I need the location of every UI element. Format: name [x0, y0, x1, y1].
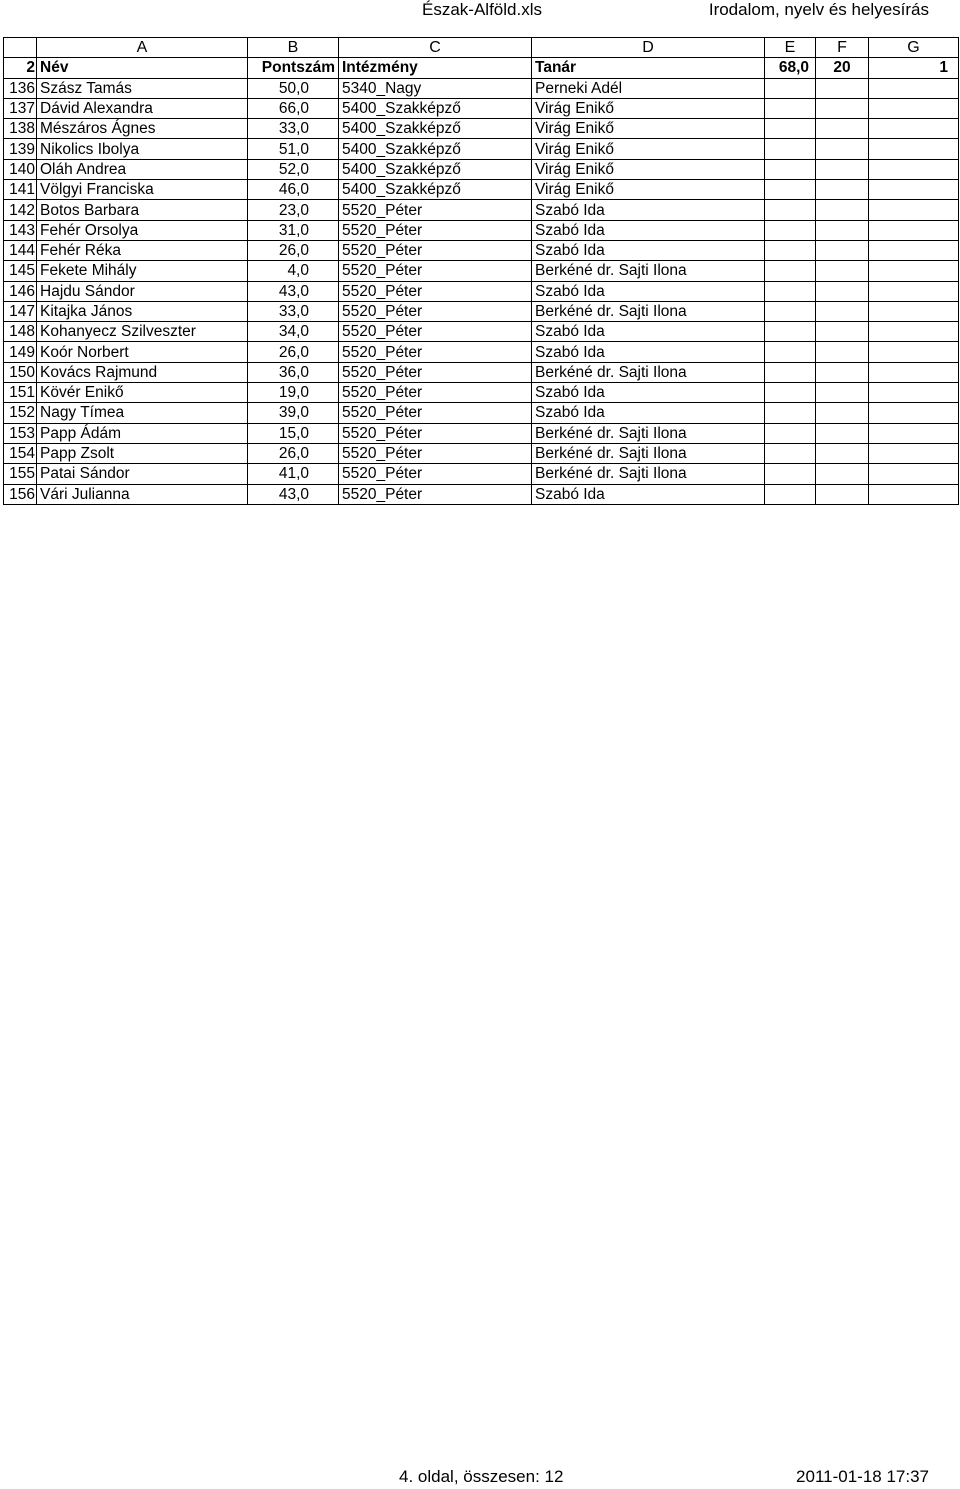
cell-teacher: Szabó Ida [532, 200, 765, 220]
cell-g [869, 139, 959, 159]
cell-name: Koór Norbert [37, 342, 248, 362]
cell-e [765, 423, 816, 443]
cell-school: 5520_Péter [339, 362, 532, 382]
table-row [4, 261, 959, 281]
header-name: Név [37, 58, 248, 78]
cell-score: 15,0 [248, 423, 339, 443]
file-name: Észak-Alföld.xls [422, 0, 542, 19]
cell-g [869, 403, 959, 423]
cell-name: Völgyi Franciska [37, 180, 248, 200]
cell-name: Kövér Enikő [37, 383, 248, 403]
table-row [4, 119, 959, 139]
column-letter-row [4, 38, 959, 58]
cell-e [765, 200, 816, 220]
cell-teacher: Szabó Ida [532, 281, 765, 301]
cell-name: Kitajka János [37, 301, 248, 321]
cell-g [869, 423, 959, 443]
cell-e [765, 403, 816, 423]
cell-school: 5520_Péter [339, 301, 532, 321]
header-row [4, 58, 959, 78]
cell-g [869, 180, 959, 200]
cell-school: 5340_Nagy [339, 78, 532, 98]
row-number: 137 [4, 98, 37, 118]
cell-f [816, 220, 869, 240]
column-letter-e: E [765, 38, 816, 58]
row-number: 142 [4, 200, 37, 220]
cell-name: Fehér Réka [37, 240, 248, 260]
cell-score: 41,0 [248, 464, 339, 484]
row-number: 147 [4, 301, 37, 321]
cell-name: Fehér Orsolya [37, 220, 248, 240]
cell-score: 51,0 [248, 139, 339, 159]
cell-g [869, 484, 959, 504]
cell-g [869, 240, 959, 260]
cell-score: 36,0 [248, 362, 339, 382]
cell-score: 39,0 [248, 403, 339, 423]
table-row [4, 200, 959, 220]
cell-f [816, 281, 869, 301]
cell-f [816, 443, 869, 463]
cell-g [869, 383, 959, 403]
cell-school: 5520_Péter [339, 484, 532, 504]
cell-score: 33,0 [248, 301, 339, 321]
row-number: 138 [4, 119, 37, 139]
row-number: 148 [4, 322, 37, 342]
row-number: 141 [4, 180, 37, 200]
cell-g [869, 200, 959, 220]
sheet-title: Irodalom, nyelv és helyesírás [708, 0, 929, 19]
row-number: 153 [4, 423, 37, 443]
cell-school: 5400_Szakképző [339, 139, 532, 159]
cell-e [765, 119, 816, 139]
table-row [4, 78, 959, 98]
row-number: 146 [4, 281, 37, 301]
print-timestamp: 2011-01-18 17:37 [796, 1467, 929, 1486]
table-row [4, 484, 959, 504]
table-row [4, 139, 959, 159]
cell-e [765, 98, 816, 118]
cell-f [816, 301, 869, 321]
row-number: 139 [4, 139, 37, 159]
cell-g [869, 464, 959, 484]
cell-e [765, 281, 816, 301]
cell-teacher: Virág Enikő [532, 98, 765, 118]
cell-score: 52,0 [248, 159, 339, 179]
cell-e [765, 159, 816, 179]
cell-score: 34,0 [248, 322, 339, 342]
cell-f [816, 403, 869, 423]
cell-f [816, 98, 869, 118]
cell-name: Oláh Andrea [37, 159, 248, 179]
cell-f [816, 484, 869, 504]
column-letter-d: D [532, 38, 765, 58]
column-letter-g: G [869, 38, 959, 58]
cell-e [765, 78, 816, 98]
cell-g [869, 220, 959, 240]
cell-e [765, 383, 816, 403]
row-number: 151 [4, 383, 37, 403]
cell-g [869, 261, 959, 281]
cell-f [816, 159, 869, 179]
cell-name: Mészáros Ágnes [37, 119, 248, 139]
cell-e [765, 261, 816, 281]
table-row [4, 362, 959, 382]
table-row [4, 342, 959, 362]
table-row [4, 159, 959, 179]
cell-f [816, 240, 869, 260]
cell-teacher: Szabó Ida [532, 383, 765, 403]
row-number: 144 [4, 240, 37, 260]
cell-name: Papp Zsolt [37, 443, 248, 463]
cell-name: Nagy Tímea [37, 403, 248, 423]
cell-g [869, 119, 959, 139]
cell-school: 5520_Péter [339, 220, 532, 240]
row-number: 152 [4, 403, 37, 423]
table-row [4, 180, 959, 200]
row-number: 156 [4, 484, 37, 504]
cell-e [765, 301, 816, 321]
cell-school: 5400_Szakképző [339, 180, 532, 200]
cell-teacher: Szabó Ida [532, 484, 765, 504]
cell-name: Fekete Mihály [37, 261, 248, 281]
cell-school: 5520_Péter [339, 240, 532, 260]
cell-e [765, 484, 816, 504]
cell-e [765, 240, 816, 260]
cell-teacher: Virág Enikő [532, 180, 765, 200]
page-header [0, 0, 960, 22]
cell-school: 5520_Péter [339, 443, 532, 463]
cell-name: Hajdu Sándor [37, 281, 248, 301]
row-number: 143 [4, 220, 37, 240]
cell-g [869, 281, 959, 301]
cell-name: Vári Julianna [37, 484, 248, 504]
cell-score: 33,0 [248, 119, 339, 139]
cell-g [869, 322, 959, 342]
cell-name: Patai Sándor [37, 464, 248, 484]
cell-school: 5520_Péter [339, 423, 532, 443]
header-count: 20 [816, 58, 869, 78]
cell-f [816, 119, 869, 139]
cell-e [765, 342, 816, 362]
cell-f [816, 261, 869, 281]
cell-e [765, 139, 816, 159]
cell-teacher: Berkéné dr. Sajti Ilona [532, 423, 765, 443]
cell-score: 31,0 [248, 220, 339, 240]
cell-teacher: Berkéné dr. Sajti Ilona [532, 362, 765, 382]
column-letter-a: A [37, 38, 248, 58]
cell-f [816, 180, 869, 200]
cell-school: 5520_Péter [339, 342, 532, 362]
cell-f [816, 322, 869, 342]
cell-e [765, 322, 816, 342]
cell-score: 26,0 [248, 443, 339, 463]
cell-f [816, 362, 869, 382]
cell-teacher: Virág Enikő [532, 159, 765, 179]
row-number: 2 [4, 58, 37, 78]
column-letter-b: B [248, 38, 339, 58]
row-number: 150 [4, 362, 37, 382]
cell-school: 5520_Péter [339, 261, 532, 281]
cell-school: 5520_Péter [339, 383, 532, 403]
cell-f [816, 383, 869, 403]
cell-teacher: Szabó Ida [532, 240, 765, 260]
cell-e [765, 464, 816, 484]
cell-e [765, 220, 816, 240]
header-school: Intézmény [339, 58, 532, 78]
table-row [4, 301, 959, 321]
cell-teacher: Virág Enikő [532, 119, 765, 139]
cell-name: Botos Barbara [37, 200, 248, 220]
cell-score: 50,0 [248, 78, 339, 98]
cell-g [869, 301, 959, 321]
table-row [4, 220, 959, 240]
cell-school: 5400_Szakképző [339, 98, 532, 118]
row-number: 155 [4, 464, 37, 484]
cell-school: 5520_Péter [339, 464, 532, 484]
cell-f [816, 423, 869, 443]
cell-g [869, 78, 959, 98]
cell-teacher: Szabó Ida [532, 403, 765, 423]
table-row [4, 98, 959, 118]
column-letter-c: C [339, 38, 532, 58]
table-body [4, 78, 959, 504]
cell-g [869, 342, 959, 362]
header-teacher: Tanár [532, 58, 765, 78]
cell-name: Kohanyecz Szilveszter [37, 322, 248, 342]
cell-school: 5520_Péter [339, 403, 532, 423]
table-row [4, 443, 959, 463]
row-number: 154 [4, 443, 37, 463]
cell-school: 5520_Péter [339, 322, 532, 342]
cell-teacher: Berkéné dr. Sajti Ilona [532, 464, 765, 484]
cell-school: 5520_Péter [339, 281, 532, 301]
row-number: 136 [4, 78, 37, 98]
cell-score: 43,0 [248, 484, 339, 504]
header-score: Pontszám [248, 58, 339, 78]
cell-name: Papp Ádám [37, 423, 248, 443]
page-info: 4. oldal, összesen: 12 [399, 1467, 564, 1486]
table-row [4, 281, 959, 301]
cell-score: 46,0 [248, 180, 339, 200]
cell-score: 19,0 [248, 383, 339, 403]
header-max-score: 68,0 [765, 58, 816, 78]
cell-teacher: Virág Enikő [532, 139, 765, 159]
cell-score: 4,0 [248, 261, 339, 281]
cell-score: 43,0 [248, 281, 339, 301]
cell-score: 26,0 [248, 240, 339, 260]
cell-score: 23,0 [248, 200, 339, 220]
column-letter-f: F [816, 38, 869, 58]
cell-teacher: Szabó Ida [532, 220, 765, 240]
cell-school: 5520_Péter [339, 200, 532, 220]
cell-teacher: Perneki Adél [532, 78, 765, 98]
cell-score: 66,0 [248, 98, 339, 118]
cell-teacher: Szabó Ida [532, 342, 765, 362]
cell-f [816, 200, 869, 220]
row-number: 140 [4, 159, 37, 179]
cell-score: 26,0 [248, 342, 339, 362]
cell-g [869, 443, 959, 463]
header-g-value: 1 [869, 58, 959, 78]
row-number: 149 [4, 342, 37, 362]
cell-e [765, 362, 816, 382]
cell-name: Nikolics Ibolya [37, 139, 248, 159]
cell-e [765, 180, 816, 200]
row-number: 145 [4, 261, 37, 281]
cell-name: Kovács Rajmund [37, 362, 248, 382]
cell-name: Szász Tamás [37, 78, 248, 98]
cell-f [816, 78, 869, 98]
table-row [4, 322, 959, 342]
cell-teacher: Berkéné dr. Sajti Ilona [532, 301, 765, 321]
cell-e [765, 443, 816, 463]
cell-g [869, 362, 959, 382]
table-row [4, 464, 959, 484]
cell-g [869, 98, 959, 118]
cell-name: Dávid Alexandra [37, 98, 248, 118]
cell-f [816, 342, 869, 362]
corner-cell [4, 38, 37, 58]
cell-teacher: Berkéné dr. Sajti Ilona [532, 261, 765, 281]
cell-f [816, 464, 869, 484]
cell-f [816, 139, 869, 159]
table-row [4, 240, 959, 260]
table-row [4, 383, 959, 403]
cell-school: 5400_Szakképző [339, 159, 532, 179]
cell-teacher: Szabó Ida [532, 322, 765, 342]
table-row [4, 403, 959, 423]
table-row [4, 423, 959, 443]
results-table [3, 37, 959, 505]
cell-teacher: Berkéné dr. Sajti Ilona [532, 443, 765, 463]
cell-school: 5400_Szakképző [339, 119, 532, 139]
cell-g [869, 159, 959, 179]
